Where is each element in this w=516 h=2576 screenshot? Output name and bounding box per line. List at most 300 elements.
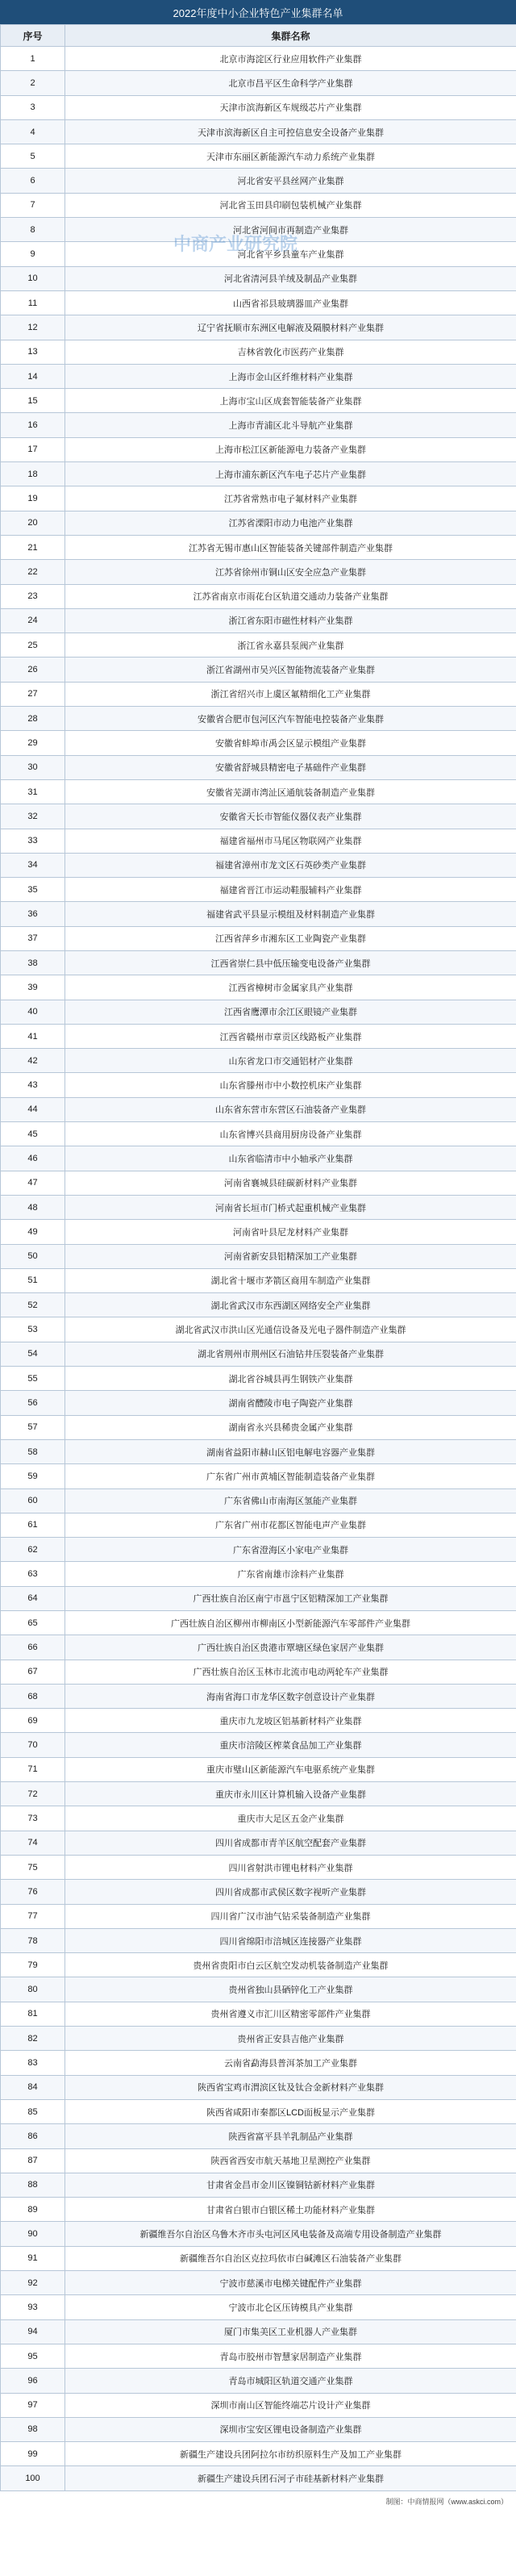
row-number: 34	[1, 853, 65, 877]
cluster-name: 湖南省益阳市赫山区铝电解电容器产业集群	[65, 1439, 516, 1463]
table-row	[1, 1073, 516, 1097]
row-number: 11	[1, 290, 65, 315]
row-number: 66	[1, 1635, 65, 1660]
header-name: 集群名称	[65, 25, 516, 47]
cluster-name: 安徽省合肥市包河区汽车智能电控装备产业集群	[65, 707, 516, 731]
cluster-name: 河北省安平县丝网产业集群	[65, 169, 516, 193]
cluster-name: 上海市宝山区成套智能装备产业集群	[65, 389, 516, 413]
row-number: 23	[1, 584, 65, 608]
table-row	[1, 2246, 516, 2270]
table-row	[1, 1171, 516, 1195]
row-number: 89	[1, 2198, 65, 2222]
row-number: 50	[1, 1244, 65, 1268]
table-row	[1, 413, 516, 437]
table-row	[1, 315, 516, 340]
table-row	[1, 1293, 516, 1317]
table-row	[1, 95, 516, 119]
row-number: 51	[1, 1268, 65, 1292]
table-row	[1, 2198, 516, 2222]
cluster-name: 广东省佛山市南海区氢能产业集群	[65, 1488, 516, 1513]
cluster-table	[0, 24, 516, 2491]
row-number: 69	[1, 1709, 65, 1733]
row-number: 39	[1, 975, 65, 1000]
table-row	[1, 218, 516, 242]
table-row	[1, 47, 516, 71]
table-row	[1, 608, 516, 633]
table-row	[1, 2222, 516, 2246]
cluster-name: 浙江省永嘉县泵阀产业集群	[65, 633, 516, 658]
row-number: 91	[1, 2246, 65, 2270]
row-number: 63	[1, 1562, 65, 1586]
table-row	[1, 2099, 516, 2123]
row-number: 80	[1, 1977, 65, 2002]
row-number: 1	[1, 47, 65, 71]
table-row	[1, 535, 516, 559]
table-row	[1, 1367, 516, 1391]
row-number: 55	[1, 1367, 65, 1391]
table-row	[1, 2075, 516, 2099]
table-row	[1, 2393, 516, 2417]
row-number: 16	[1, 413, 65, 437]
table-row	[1, 1146, 516, 1171]
row-number: 22	[1, 560, 65, 584]
cluster-name: 安徽省舒城县精密电子基础件产业集群	[65, 755, 516, 779]
table-row	[1, 829, 516, 853]
cluster-name: 深圳市南山区智能终端芯片设计产业集群	[65, 2393, 516, 2417]
table-row	[1, 1806, 516, 1831]
cluster-name: 福建省福州市马尾区物联网产业集群	[65, 829, 516, 853]
table-row	[1, 1928, 516, 1952]
cluster-name: 青岛市胶州市智慧家居制造产业集群	[65, 2344, 516, 2368]
cluster-name: 河南省新安县铝精深加工产业集群	[65, 1244, 516, 1268]
row-number: 30	[1, 755, 65, 779]
row-number: 49	[1, 1220, 65, 1244]
cluster-name: 广西壮族自治区玉林市北流市电动两轮车产业集群	[65, 1660, 516, 1684]
table-row	[1, 1855, 516, 1879]
row-number: 42	[1, 1049, 65, 1073]
cluster-name: 上海市松江区新能源电力装备产业集群	[65, 437, 516, 461]
row-number: 13	[1, 340, 65, 364]
cluster-name: 浙江省湖州市吴兴区智能物流装备产业集群	[65, 658, 516, 682]
cluster-name: 四川省成都市武侯区数字视听产业集群	[65, 1880, 516, 1904]
table-row	[1, 340, 516, 364]
cluster-name: 新疆维吾尔自治区克拉玛依市白碱滩区石油装备产业集群	[65, 2246, 516, 2270]
table-row	[1, 119, 516, 144]
table-row	[1, 1586, 516, 1610]
table-row	[1, 1024, 516, 1048]
table-row	[1, 169, 516, 193]
row-number: 28	[1, 707, 65, 731]
table-row	[1, 926, 516, 950]
cluster-name: 广西壮族自治区柳州市柳南区小型新能源汽车零部件产业集群	[65, 1611, 516, 1635]
cluster-name: 湖北省武汉市洪山区光通信设备及光电子器件制造产业集群	[65, 1317, 516, 1342]
cluster-name: 江西省赣州市章贡区线路板产业集群	[65, 1024, 516, 1048]
cluster-name: 深圳市宝安区锂电设备制造产业集群	[65, 2417, 516, 2441]
cluster-name: 甘肃省金昌市金川区镍铜钴新材料产业集群	[65, 2173, 516, 2197]
cluster-name: 江苏省徐州市铜山区安全应急产业集群	[65, 560, 516, 584]
cluster-name: 湖北省谷城县再生钢铁产业集群	[65, 1367, 516, 1391]
cluster-name: 陕西省西安市航天基地卫星测控产业集群	[65, 2148, 516, 2173]
row-number: 98	[1, 2417, 65, 2441]
row-number: 90	[1, 2222, 65, 2246]
cluster-name: 山东省博兴县商用厨房设备产业集群	[65, 1122, 516, 1146]
row-number: 100	[1, 2466, 65, 2490]
row-number: 57	[1, 1415, 65, 1439]
row-number: 9	[1, 242, 65, 266]
cluster-name: 江苏省南京市雨花台区轨道交通动力装备产业集群	[65, 584, 516, 608]
row-number: 43	[1, 1073, 65, 1097]
table-row	[1, 144, 516, 169]
cluster-name: 福建省晋江市运动鞋服辅料产业集群	[65, 878, 516, 902]
table-row	[1, 1635, 516, 1660]
table-row	[1, 1415, 516, 1439]
table-row	[1, 633, 516, 658]
row-number: 45	[1, 1122, 65, 1146]
row-number: 72	[1, 1782, 65, 1806]
row-number: 44	[1, 1097, 65, 1121]
table-row	[1, 853, 516, 877]
cluster-name: 海南省海口市龙华区数字创意设计产业集群	[65, 1684, 516, 1708]
cluster-name: 河南省襄城县硅碳新材料产业集群	[65, 1171, 516, 1195]
row-number: 24	[1, 608, 65, 633]
row-number: 48	[1, 1195, 65, 1219]
cluster-name: 福建省漳州市龙文区石英砂类产业集群	[65, 853, 516, 877]
cluster-name: 山西省祁县玻璃器皿产业集群	[65, 290, 516, 315]
table-row	[1, 1122, 516, 1146]
row-number: 94	[1, 2319, 65, 2344]
cluster-name: 广东省广州市花都区智能电声产业集群	[65, 1513, 516, 1537]
table-row	[1, 437, 516, 461]
row-number: 86	[1, 2124, 65, 2148]
table-row	[1, 1611, 516, 1635]
table-row	[1, 1684, 516, 1708]
row-number: 87	[1, 2148, 65, 2173]
row-number: 25	[1, 633, 65, 658]
cluster-name: 湖北省十堰市茅箭区商用车制造产业集群	[65, 1268, 516, 1292]
cluster-name: 天津市滨海新区自主可控信息安全设备产业集群	[65, 119, 516, 144]
row-number: 76	[1, 1880, 65, 1904]
row-number: 62	[1, 1538, 65, 1562]
cluster-name: 青岛市城阳区轨道交通产业集群	[65, 2369, 516, 2393]
table-row	[1, 389, 516, 413]
cluster-name: 浙江省东阳市磁性材料产业集群	[65, 608, 516, 633]
cluster-name: 广西壮族自治区贵港市覃塘区绿色家居产业集群	[65, 1635, 516, 1660]
cluster-name: 陕西省富平县羊乳制品产业集群	[65, 2124, 516, 2148]
row-number: 74	[1, 1831, 65, 1855]
cluster-name: 重庆市九龙坡区铝基新材料产业集群	[65, 1709, 516, 1733]
table-body	[1, 47, 516, 2491]
row-number: 12	[1, 315, 65, 340]
table-row	[1, 1268, 516, 1292]
cluster-name: 河北省清河县羊绒及制品产业集群	[65, 266, 516, 290]
cluster-name: 广西壮族自治区南宁市邕宁区铝精深加工产业集群	[65, 1586, 516, 1610]
row-number: 68	[1, 1684, 65, 1708]
cluster-name: 四川省射洪市锂电材料产业集群	[65, 1855, 516, 1879]
table-row	[1, 290, 516, 315]
row-number: 73	[1, 1806, 65, 1831]
table-row	[1, 2051, 516, 2075]
table-row	[1, 511, 516, 535]
cluster-name: 湖南省永兴县稀贵金属产业集群	[65, 1415, 516, 1439]
row-number: 81	[1, 2002, 65, 2026]
table-row	[1, 1562, 516, 1586]
row-number: 38	[1, 950, 65, 975]
cluster-name: 重庆市大足区五金产业集群	[65, 1806, 516, 1831]
row-number: 33	[1, 829, 65, 853]
cluster-name: 北京市海淀区行业应用软件产业集群	[65, 47, 516, 71]
row-number: 27	[1, 682, 65, 706]
cluster-name: 河北省平乡县童车产业集群	[65, 242, 516, 266]
row-number: 99	[1, 2442, 65, 2466]
table-row	[1, 1831, 516, 1855]
footer-source: 制图：中商情报网（www.askci.com）	[385, 2498, 508, 2507]
cluster-name: 广东省广州市黄埔区智能制造装备产业集群	[65, 1464, 516, 1488]
row-number: 37	[1, 926, 65, 950]
row-number: 88	[1, 2173, 65, 2197]
cluster-name: 广东省南雄市涂料产业集群	[65, 1562, 516, 1586]
cluster-name: 安徽省蚌埠市禹会区显示模组产业集群	[65, 731, 516, 755]
header-number: 序号	[1, 25, 65, 47]
row-number: 83	[1, 2051, 65, 2075]
cluster-name: 江西省萍乡市湘东区工业陶瓷产业集群	[65, 926, 516, 950]
cluster-name: 宁波市慈溪市电梯关键配件产业集群	[65, 2271, 516, 2295]
row-number: 52	[1, 1293, 65, 1317]
table-row	[1, 462, 516, 486]
cluster-name: 新疆生产建设兵团阿拉尔市纺织原料生产及加工产业集群	[65, 2442, 516, 2466]
table-row	[1, 1317, 516, 1342]
cluster-name: 福建省武平县显示模组及材料制造产业集群	[65, 902, 516, 926]
row-number: 75	[1, 1855, 65, 1879]
table-row	[1, 1342, 516, 1366]
row-number: 59	[1, 1464, 65, 1488]
row-number: 41	[1, 1024, 65, 1048]
cluster-name: 安徽省芜湖市湾沚区通航装备制造产业集群	[65, 779, 516, 804]
cluster-name: 新疆生产建设兵团石河子市硅基新材料产业集群	[65, 2466, 516, 2490]
row-number: 65	[1, 1611, 65, 1635]
table-row	[1, 1488, 516, 1513]
cluster-name: 广东省澄海区小家电产业集群	[65, 1538, 516, 1562]
table-row	[1, 1782, 516, 1806]
row-number: 26	[1, 658, 65, 682]
table-row	[1, 682, 516, 706]
row-number: 20	[1, 511, 65, 535]
row-number: 35	[1, 878, 65, 902]
table-row	[1, 804, 516, 829]
table-row	[1, 242, 516, 266]
cluster-name: 云南省勐海县普洱茶加工产业集群	[65, 2051, 516, 2075]
cluster-name: 贵州省遵义市汇川区精密零部件产业集群	[65, 2002, 516, 2026]
cluster-name: 四川省绵阳市涪城区连接器产业集群	[65, 1928, 516, 1952]
cluster-name: 山东省滕州市中小数控机床产业集群	[65, 1073, 516, 1097]
table-row	[1, 266, 516, 290]
table-row	[1, 2417, 516, 2441]
table-row	[1, 1000, 516, 1024]
row-number: 71	[1, 1757, 65, 1781]
row-number: 53	[1, 1317, 65, 1342]
table-row	[1, 1538, 516, 1562]
table-title: 2022年度中小企业特色产业集群名单	[0, 0, 516, 24]
cluster-name: 新疆维吾尔自治区乌鲁木齐市头屯河区风电装备及高端专用设备制造产业集群	[65, 2222, 516, 2246]
table-row	[1, 1097, 516, 1121]
cluster-name: 江西省崇仁县中低压输变电设备产业集群	[65, 950, 516, 975]
table-row	[1, 1904, 516, 1928]
row-number: 78	[1, 1928, 65, 1952]
cluster-name: 山东省临清市中小轴承产业集群	[65, 1146, 516, 1171]
table-row	[1, 2148, 516, 2173]
table-row	[1, 1709, 516, 1733]
table-row	[1, 2344, 516, 2368]
table-row	[1, 1244, 516, 1268]
cluster-name: 河南省长垣市门桥式起重机械产业集群	[65, 1195, 516, 1219]
cluster-name: 上海市浦东新区汽车电子芯片产业集群	[65, 462, 516, 486]
cluster-name: 天津市滨海新区车规级芯片产业集群	[65, 95, 516, 119]
row-number: 29	[1, 731, 65, 755]
row-number: 18	[1, 462, 65, 486]
table-row	[1, 2124, 516, 2148]
cluster-name: 贵州省独山县硒锌化工产业集群	[65, 1977, 516, 2002]
cluster-name: 山东省东营市东营区石油装备产业集群	[65, 1097, 516, 1121]
table-row	[1, 1195, 516, 1219]
cluster-name: 四川省广汉市油气钻采装备制造产业集群	[65, 1904, 516, 1928]
cluster-name: 重庆市涪陵区榨菜食品加工产业集群	[65, 1733, 516, 1757]
cluster-name: 吉林省敦化市医药产业集群	[65, 340, 516, 364]
row-number: 70	[1, 1733, 65, 1757]
cluster-name: 河南省叶县尼龙材料产业集群	[65, 1220, 516, 1244]
table-row	[1, 2369, 516, 2393]
table-row	[1, 2466, 516, 2490]
cluster-name: 重庆市永川区计算机输入设备产业集群	[65, 1782, 516, 1806]
row-number: 54	[1, 1342, 65, 1366]
cluster-name: 天津市东丽区新能源汽车动力系统产业集群	[65, 144, 516, 169]
table-row	[1, 1953, 516, 1977]
row-number: 97	[1, 2393, 65, 2417]
row-number: 10	[1, 266, 65, 290]
table-row	[1, 950, 516, 975]
table-row	[1, 364, 516, 388]
row-number: 40	[1, 1000, 65, 1024]
cluster-name: 浙江省绍兴市上虞区氟精细化工产业集群	[65, 682, 516, 706]
table-row	[1, 1220, 516, 1244]
table-row	[1, 193, 516, 217]
table-row	[1, 707, 516, 731]
row-number: 84	[1, 2075, 65, 2099]
row-number: 77	[1, 1904, 65, 1928]
table-row	[1, 1391, 516, 1415]
cluster-name: 四川省成都市青羊区航空配套产业集群	[65, 1831, 516, 1855]
table-row	[1, 2271, 516, 2295]
cluster-name: 厦门市集美区工业机器人产业集群	[65, 2319, 516, 2344]
row-number: 21	[1, 535, 65, 559]
cluster-name: 上海市金山区纤维材料产业集群	[65, 364, 516, 388]
cluster-name: 辽宁省抚顺市东洲区电解液及隔膜材料产业集群	[65, 315, 516, 340]
watermark: 中商产业研究院	[173, 234, 298, 254]
table-row	[1, 658, 516, 682]
table-row	[1, 2295, 516, 2319]
table-row	[1, 1049, 516, 1073]
table-header-row	[1, 25, 516, 47]
table-row	[1, 902, 516, 926]
table-row	[1, 1757, 516, 1781]
table-row	[1, 779, 516, 804]
row-number: 67	[1, 1660, 65, 1684]
table-row	[1, 1733, 516, 1757]
row-number: 5	[1, 144, 65, 169]
table-row	[1, 975, 516, 1000]
cluster-name: 江西省樟树市金属家具产业集群	[65, 975, 516, 1000]
table-row	[1, 1513, 516, 1537]
cluster-name: 陕西省宝鸡市渭滨区钛及钛合金新材料产业集群	[65, 2075, 516, 2099]
row-number: 4	[1, 119, 65, 144]
cluster-name: 湖南省醴陵市电子陶瓷产业集群	[65, 1391, 516, 1415]
cluster-name: 江西省鹰潭市余江区眼镜产业集群	[65, 1000, 516, 1024]
cluster-name: 陕西省咸阳市秦都区LCD面板显示产业集群	[65, 2099, 516, 2123]
table-row	[1, 755, 516, 779]
table-row	[1, 2442, 516, 2466]
table-row	[1, 71, 516, 95]
cluster-name: 上海市青浦区北斗导航产业集群	[65, 413, 516, 437]
cluster-name: 北京市昌平区生命科学产业集群	[65, 71, 516, 95]
cluster-name: 江苏省常熟市电子氟材料产业集群	[65, 486, 516, 511]
row-number: 46	[1, 1146, 65, 1171]
row-number: 19	[1, 486, 65, 511]
cluster-name: 江苏省溧阳市动力电池产业集群	[65, 511, 516, 535]
row-number: 82	[1, 2027, 65, 2051]
table-row	[1, 560, 516, 584]
cluster-name: 贵州省正安县吉他产业集群	[65, 2027, 516, 2051]
row-number: 93	[1, 2295, 65, 2319]
row-number: 61	[1, 1513, 65, 1537]
row-number: 47	[1, 1171, 65, 1195]
table-row	[1, 2002, 516, 2026]
cluster-name: 宁波市北仑区压铸模具产业集群	[65, 2295, 516, 2319]
cluster-name: 山东省龙口市交通铝材产业集群	[65, 1049, 516, 1073]
row-number: 32	[1, 804, 65, 829]
row-number: 8	[1, 218, 65, 242]
row-number: 17	[1, 437, 65, 461]
row-number: 3	[1, 95, 65, 119]
table-row	[1, 878, 516, 902]
cluster-name: 重庆市璧山区新能源汽车电驱系统产业集群	[65, 1757, 516, 1781]
row-number: 56	[1, 1391, 65, 1415]
cluster-name: 河北省河间市再制造产业集群	[65, 218, 516, 242]
row-number: 15	[1, 389, 65, 413]
cluster-name: 河北省玉田县印刷包装机械产业集群	[65, 193, 516, 217]
cluster-name: 江苏省无锡市惠山区智能装备关键部件制造产业集群	[65, 535, 516, 559]
row-number: 36	[1, 902, 65, 926]
row-number: 58	[1, 1439, 65, 1463]
table-row	[1, 2319, 516, 2344]
table-row	[1, 1977, 516, 2002]
cluster-name: 安徽省天长市智能仪器仪表产业集群	[65, 804, 516, 829]
table-row	[1, 1660, 516, 1684]
row-number: 85	[1, 2099, 65, 2123]
table-row	[1, 1439, 516, 1463]
row-number: 96	[1, 2369, 65, 2393]
cluster-name: 甘肃省白银市白银区稀土功能材料产业集群	[65, 2198, 516, 2222]
row-number: 6	[1, 169, 65, 193]
table-row	[1, 1464, 516, 1488]
row-number: 7	[1, 193, 65, 217]
table-row	[1, 486, 516, 511]
row-number: 64	[1, 1586, 65, 1610]
table-row	[1, 2027, 516, 2051]
row-number: 2	[1, 71, 65, 95]
table-row	[1, 2173, 516, 2197]
row-number: 79	[1, 1953, 65, 1977]
row-number: 95	[1, 2344, 65, 2368]
table-row	[1, 731, 516, 755]
table-row	[1, 584, 516, 608]
